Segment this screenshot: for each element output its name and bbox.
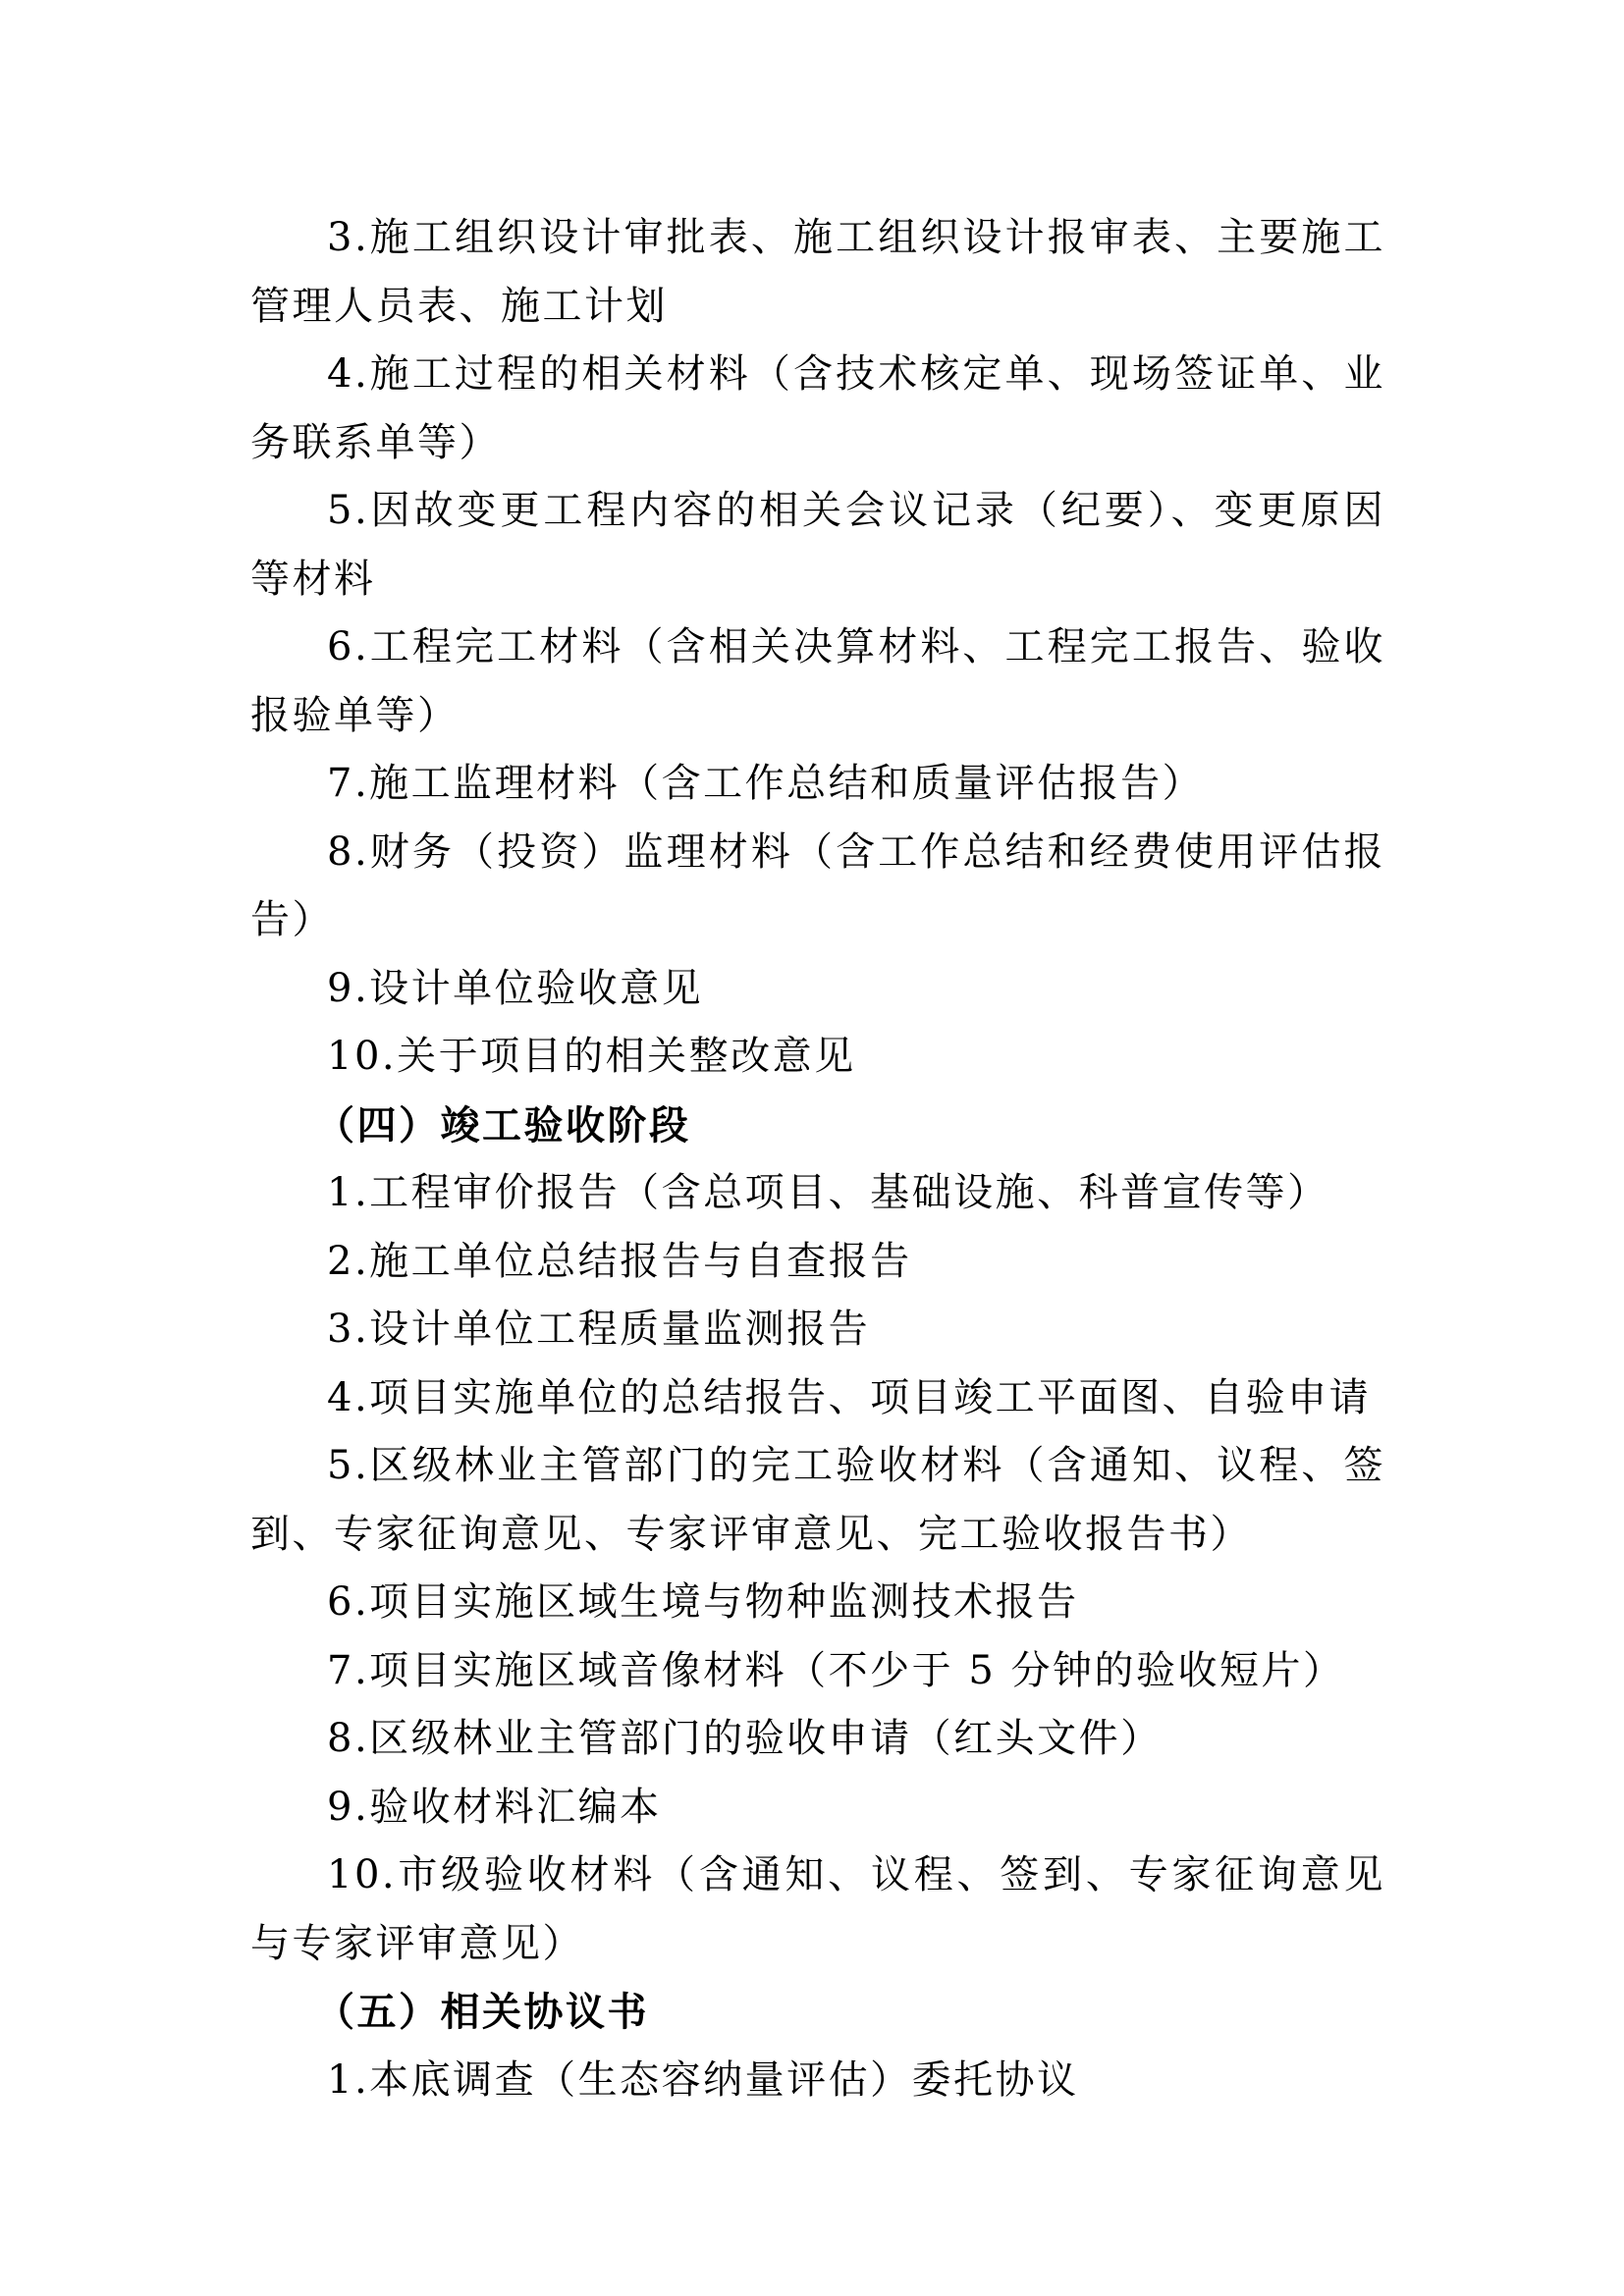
list-item: 1.本底调查（生态容纳量评估）委托协议 [327,2056,1079,2103]
list-item: 3.施工组织设计审批表、施工组织设计报审表、主要施工管理人员表、施工计划 [250,215,1385,329]
list-item: 10.市级验收材料（含通知、议程、签到、专家征询意见与专家评审意见） [250,1852,1385,1966]
section-heading: （四）竣工验收阶段 [315,1101,691,1148]
list-item: 4.项目实施单位的总结报告、项目竣工平面图、自验申请 [327,1374,1372,1420]
list-item: 4.施工过程的相关材料（含技术核定单、现场签证单、业务联系单等） [250,351,1385,465]
list-item: 8.区级林业主管部门的验收申请（红头文件） [327,1716,1163,1761]
list-item: 10.关于项目的相关整改意见 [327,1034,856,1079]
list-item: 1.工程审价报告（含总项目、基础设施、科普宣传等） [327,1170,1329,1215]
list-item: 9.验收材料汇编本 [327,1784,662,1830]
list-item: 8.财务（投资）监理材料（含工作总结和经费使用评估报告） [250,828,1385,942]
section-heading: （五）相关协议书 [315,1989,649,2035]
document-page [250,204,1385,2114]
list-item: 5.区级林业主管部门的完工验收材料（含通知、议程、签到、专家征询意见、专家评审意见、完工验收报告书） [250,1443,1385,1557]
list-item: 9.设计单位验收意见 [327,965,704,1011]
list-item: 6.项目实施区域生境与物种监测技术报告 [327,1579,1079,1625]
list-item: 6.工程完工材料（含相关决算材料、工程完工报告、验收报验单等） [250,624,1385,738]
list-item: 7.项目实施区域音像材料（不少于 5 分钟的验收短片） [327,1647,1345,1693]
list-item: 5.因故变更工程内容的相关会议记录（纪要）、变更原因等材料 [250,488,1385,602]
list-item: 2.施工单位总结报告与自查报告 [327,1238,912,1284]
list-item: 7.施工监理材料（含工作总结和质量评估报告） [327,761,1205,806]
list-item: 3.设计单位工程质量监测报告 [327,1307,871,1352]
